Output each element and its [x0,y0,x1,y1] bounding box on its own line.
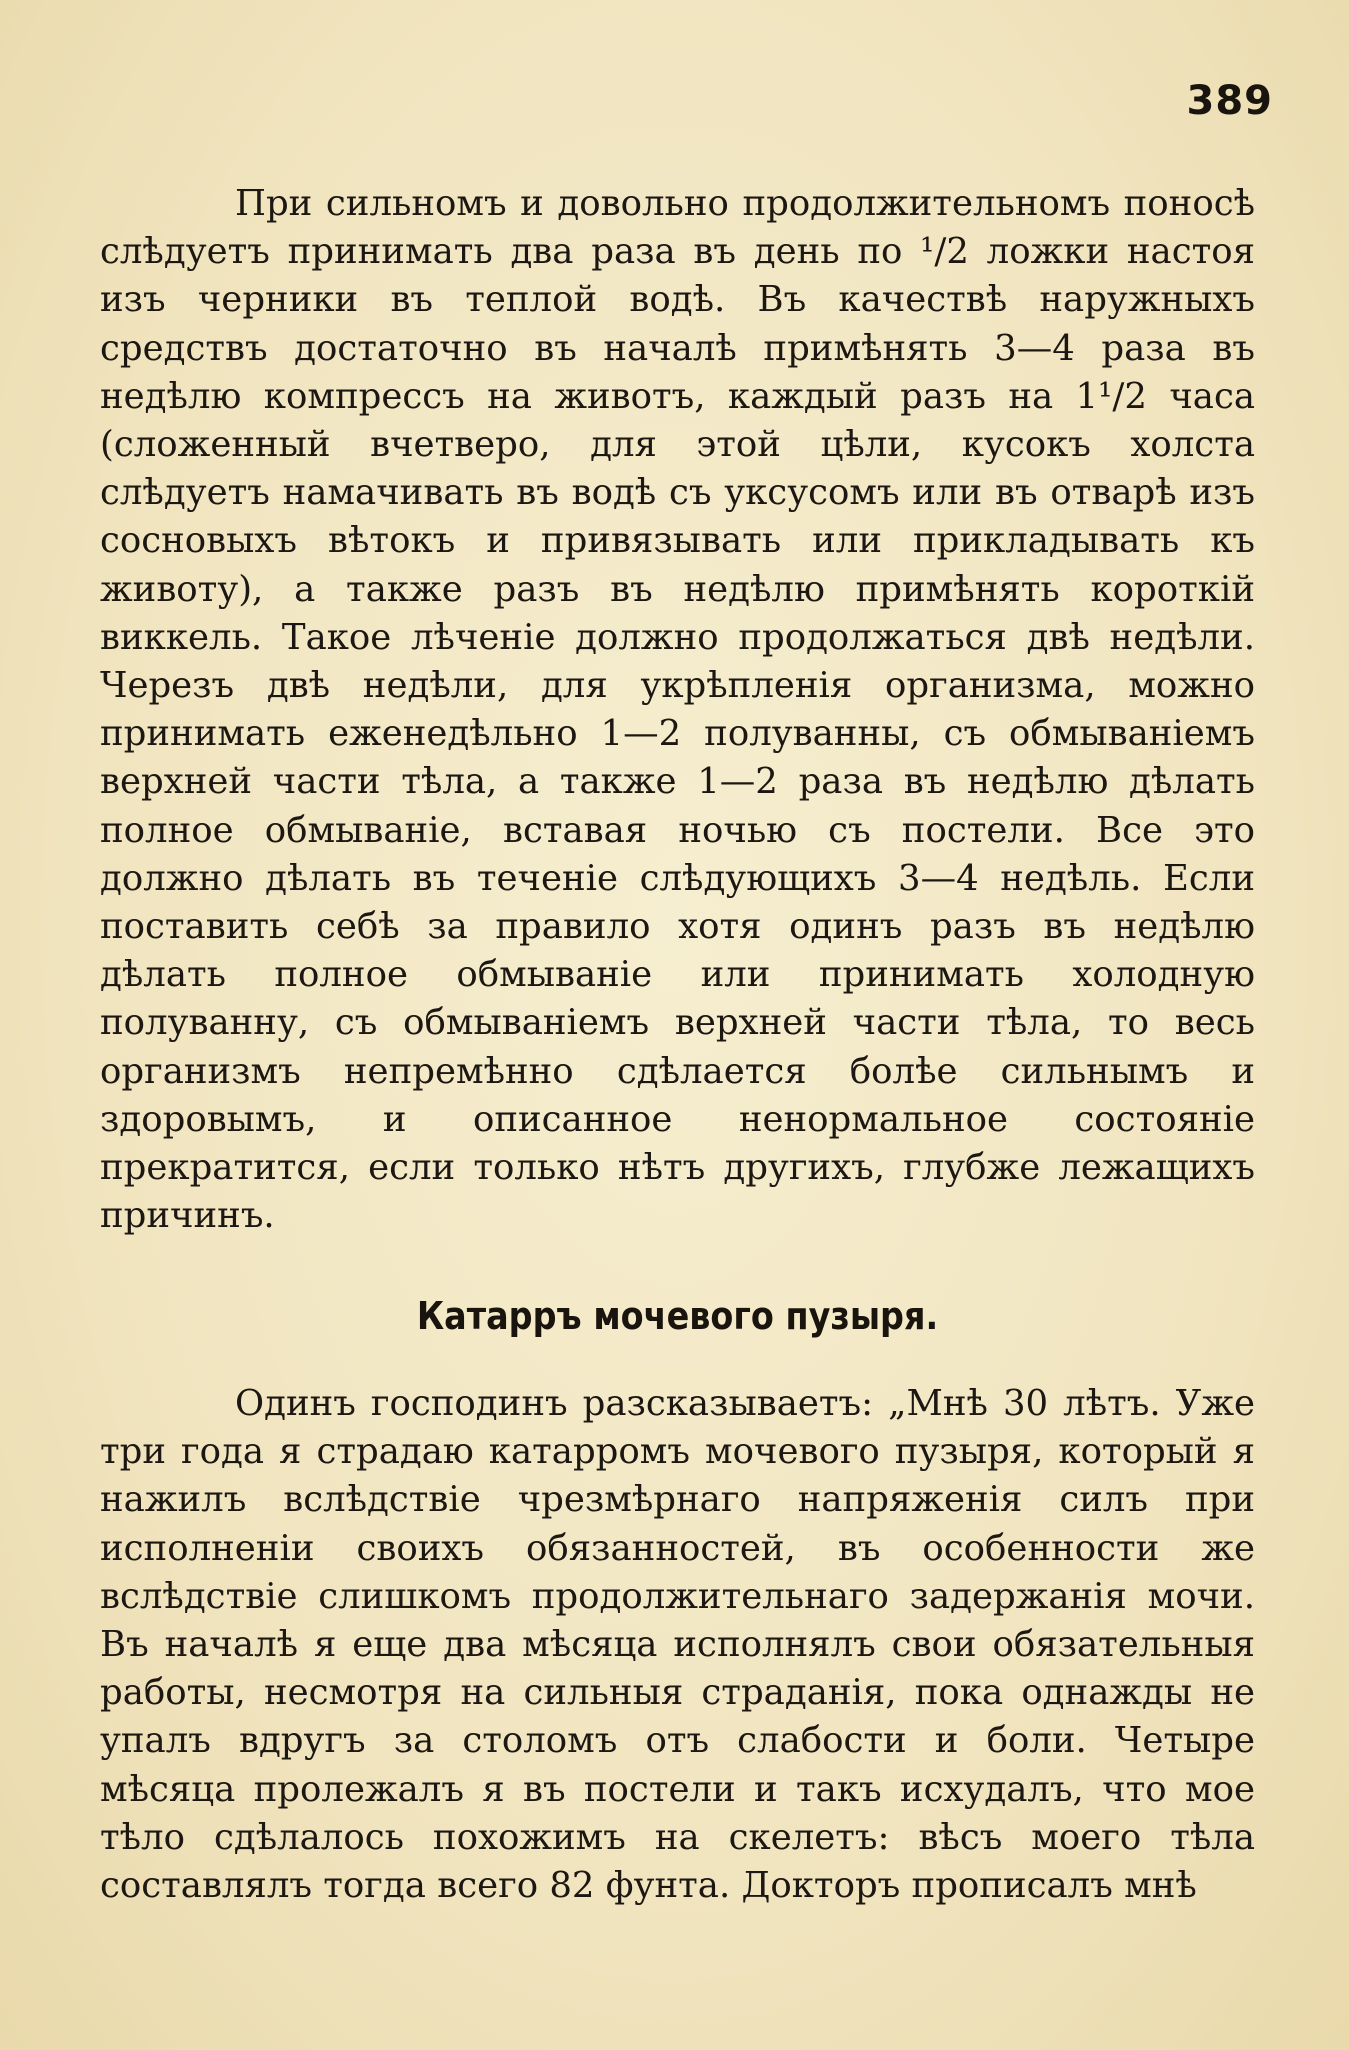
section-heading: Катарръ мочевого пузыря. [416,1294,939,1338]
paragraph-bladder-catarrh: Одинъ господинъ разсказываетъ: „Мнѣ 30 лѣтъ. Уже три года я страдаю катарромъ мочевого пузыря, который я нажилъ вслѣдствіе чрезмѣрнаго напряженія силъ при исполненіи своихъ обязанностей, въ особенности же вслѣдствіе слишкомъ продолжительнаго задержанія мочи. Въ началѣ я еще два мѣсяца исполнялъ свои обязательныя работы, несмотря на сильныя страданія, пока однажды не упалъ вдругъ за столомъ отъ слабости и боли. Четыре мѣсяца пролежалъ я въ постели и такъ исхудалъ, что мое тѣло сдѣлалось похожимъ на скелетъ: вѣсъ моего тѣла составлялъ тогда всего 82 фунта. Докторъ прописалъ мнѣ [100,1383,1255,1907]
body-text-top [100,180,1255,1240]
page-number: 389 [1186,78,1273,124]
body-text-section [100,1380,1255,1910]
paragraph-diarrhea-treatment: При сильномъ и довольно продолжительномъ поносѣ слѣдуетъ принимать два раза въ день по ¹/2 ложки настоя изъ черники въ теплой водѣ. Въ качествѣ наружныхъ средствъ достаточно въ началѣ примѣнять 3—4 раза въ недѣлю компрессъ на животъ, каждый разъ на 1¹/2 часа (сложенный вчетверо, для этой цѣли, кусокъ холста слѣдуетъ намачивать въ водѣ съ уксусомъ или въ отварѣ изъ сосновыхъ вѣтокъ и привязывать или прикладывать къ животу), а также разъ въ недѣлю примѣнять короткій виккель. Такое лѣченіе должно продолжаться двѣ недѣли. Черезъ двѣ недѣли, для укрѣпленія организма, можно принимать еженедѣльно 1—2 полуванны, съ обмываніемъ верхней части тѣла, а также 1—2 раза въ недѣлю дѣлать полное обмываніе, вставая ночью съ постели. Все это должно дѣлать въ теченіе слѣдующихъ 3—4 недѣль. Если поставить себѣ за правило хотя одинъ разъ въ недѣлю дѣлать полное обмываніе или принимать холодную полуванну, съ обмываніемъ верхней части тѣла, то весь организмъ непремѣнно сдѣлается болѣе сильнымъ и здоровымъ, и описанное ненормальное состояніе прекратится, если только нѣтъ другихъ, глубже лежащихъ причинъ. [100,183,1255,1237]
